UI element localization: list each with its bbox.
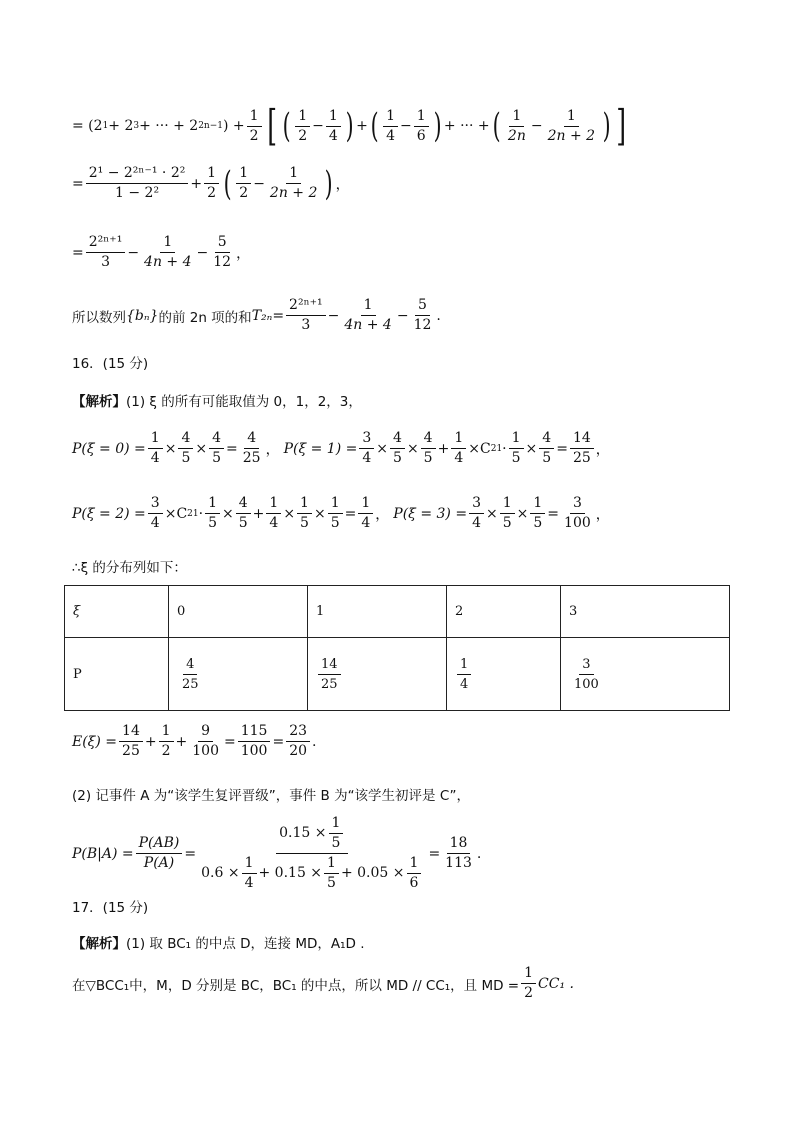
- fraction: $\frac{1}{2n + 2}$: [269, 165, 318, 201]
- prob-line-01: P(ξ = 0) = $\frac{1}{4}$ × $\frac{4}{5}$ × $\frac{4}{5}$ = $\frac{4}{25}$ ， P(ξ = 1) = $\frac{3}{4}$ × $\frac{4}{5}$ × $\frac{4}{5}$ + $\frac{1}{4}$ × C 2 1 · $\frac{1}{5}$ × $\frac{4}{5}$ = $\frac{14}{25}$ ，: [72, 430, 610, 466]
- fraction: $\frac{\text{2¹ − 2²ⁿ⁻¹ · 2²}}{\text{1 − 2²}}$: [86, 165, 189, 202]
- fraction: $\frac{1}{6}$: [414, 108, 429, 145]
- part2-text: (2) 记事件 A 为“该学生复评晋级”，事件 B 为“该学生初评是 C”，: [72, 788, 471, 804]
- analysis-label: 【解析】: [72, 936, 126, 952]
- expectation-line: E(ξ) = $\frac{14}{25}$ + $\frac{1}{2}$ + $\frac{9}{100}$ = $\frac{115}{100}$ = $\frac{23}{20}$ .: [72, 723, 317, 759]
- q17-header: 17．(15 分): [72, 900, 149, 916]
- fraction: $\frac{1}{2n + 2}$: [547, 107, 596, 144]
- bayes-line: P(B|A) = $\frac{P(AB)}{P(A)}$ = 0.15 × $\frac{1}{5}$ 0.6 × $\frac{1}{4}$ + 0.15 × $\frac{1}{5}$ + 0.05 × $\frac{1}{6}$ = $\frac{18}{113}$ .: [72, 815, 482, 891]
- fraction: $\frac{1}{2n}$: [507, 107, 526, 144]
- sum-line-2: = $\frac{\text{2¹ − 2²ⁿ⁻¹ · 2²}}{\text{1 − 2²}}$ + $\frac{1}{2}$ ( $\frac{1}{2}$ − $\frac{1}{2n + 2}$ ) ，: [72, 163, 350, 204]
- table-row: ξ 0 1 2 3: [65, 586, 730, 638]
- fraction: $\frac{1}{2}$: [236, 165, 251, 202]
- q16-analysis: 【解析】 (1) ξ 的所有可能取值为 0，1，2，3，: [72, 390, 362, 410]
- fraction: $\frac{1}{4}$: [326, 108, 341, 145]
- fraction: $\frac{1}{2}$: [247, 108, 262, 145]
- q17-analysis: 【解析】 (1) 取 BC₁ 的中点 D，连接 MD，A₁D .: [72, 932, 365, 952]
- conclusion-line: 所以数列 {bₙ} 的前 2n 项的和 T₂ₙ = $\frac{\text{2²ⁿ⁺¹}}{3}$ − $\frac{1}{4n + 4}$ − $\frac{5}{12}$ .: [72, 297, 441, 333]
- dist-intro: ∴ξ 的分布列如下：: [72, 560, 187, 576]
- prob-line-23: P(ξ = 2) = $\frac{3}{4}$ × C 2 1 · $\frac{1}{5}$ × $\frac{4}{5}$ + $\frac{1}{4}$ × $\frac{1}{5}$ × $\frac{1}{5}$ = $\frac{1}{4}$ ， P(ξ = 3) = $\frac{3}{4}$ × $\frac{1}{5}$ × $\frac{1}{5}$ = $\frac{3}{100}$ ，: [72, 495, 610, 531]
- sum-line-1: = (2 1 + 2 3 + ··· + 2 2n−1 ) + $\frac{1}{2}$ [ ( $\frac{1}{2}$ − $\frac{1}{4}$ ) + ( $\frac{1}{4}$ − $\frac{1}{6}$ ) + ··· + ( $\frac{1}{2n}$ − $\frac{1}{2n + 2}$ ) ]: [72, 101, 627, 150]
- fraction: $\frac{1}{4n + 4}$: [144, 234, 192, 270]
- fraction: $\frac{5}{12}$: [413, 297, 432, 333]
- last-line: 在▽BCC₁中，M，D 分别是 BC，BC₁ 的中点，所以 MD // CC₁，且 MD = $\frac{1}{2}$ CC₁ .: [72, 965, 574, 1001]
- table-row: P $\frac{4}{25}$ $\frac{14}{25}$ $\frac{1}{4}$ $\frac{3}{100}$: [65, 638, 730, 711]
- fraction: $\frac{\text{2²ⁿ⁺¹}}{3}$: [86, 234, 126, 271]
- fraction: $\frac{1}{2}$: [295, 108, 310, 145]
- fraction: $\frac{1}{2}$: [204, 165, 219, 202]
- analysis-label: 【解析】: [72, 394, 126, 410]
- fraction: $\frac{1}{4}$: [383, 108, 398, 145]
- fraction: $\frac{1}{4n + 4}$: [344, 297, 392, 333]
- sum-line-3: = $\frac{\text{2²ⁿ⁺¹}}{3}$ − $\frac{1}{4n + 4}$ − $\frac{5}{12}$ ，: [72, 234, 251, 270]
- sum-prefix: = (2: [72, 118, 103, 134]
- fraction: $\frac{5}{12}$: [213, 234, 232, 270]
- distribution-table: [64, 585, 730, 711]
- fraction: $\frac{\text{2²ⁿ⁺¹}}{3}$: [286, 297, 326, 334]
- q16-header: 16．(15 分): [72, 356, 149, 372]
